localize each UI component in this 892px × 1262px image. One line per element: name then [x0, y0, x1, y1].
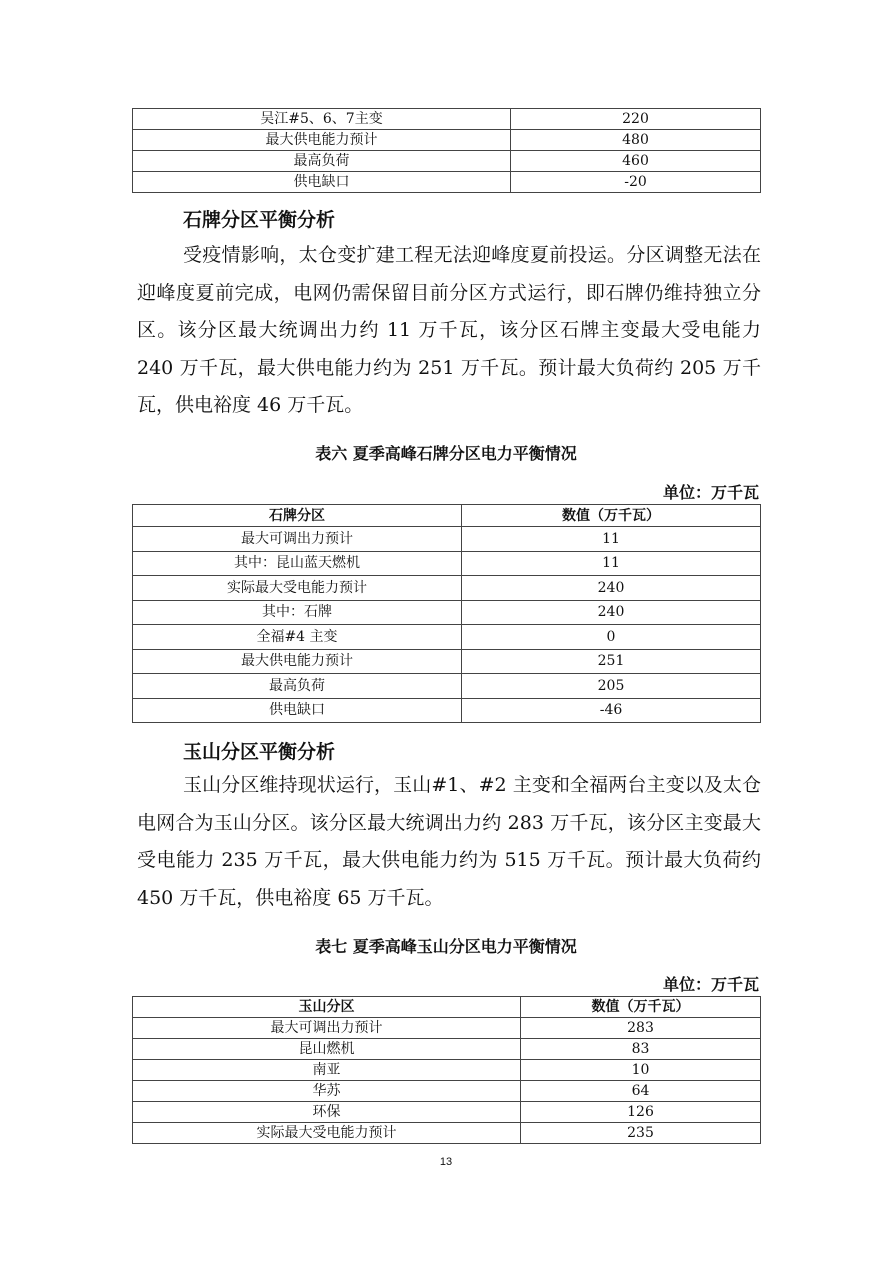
row-label: 环保	[133, 1102, 521, 1123]
row-label: 其中：昆山蓝天燃机	[133, 551, 462, 576]
column-header: 数值（万千瓦）	[521, 997, 761, 1018]
row-label: 全福#4 主变	[133, 625, 462, 650]
row-value: 480	[511, 130, 761, 151]
table-row	[133, 1081, 761, 1102]
table-row	[133, 1123, 761, 1144]
table-seven-caption: 表七 夏季高峰玉山分区电力平衡情况	[315, 937, 577, 956]
table-row	[133, 649, 761, 674]
table-row	[133, 109, 761, 130]
table-row	[133, 674, 761, 699]
table-seven-unit: 单位：万千瓦	[662, 975, 759, 994]
row-label: 最大可调出力预计	[133, 1018, 521, 1039]
section-paragraph-shipai: 受疫情影响，太仓变扩建工程无法迎峰度夏前投运。分区调整无法在迎峰度夏前完成，电网仍需保留目前分区方式运行，即石牌仍维持独立分区。该分区最大统调出力约 11 万千瓦，该分区石牌主变最大受电能力 240 万千瓦，最大供电能力约为 251 万千瓦。预计最大负荷约 205 万千瓦，供电裕度 46 万千瓦。	[137, 244, 761, 417]
table-six-unit: 单位：万千瓦	[662, 483, 759, 502]
table-row	[133, 625, 761, 650]
row-value: 460	[511, 151, 761, 172]
row-label: 供电缺口	[133, 698, 462, 723]
table-row	[133, 1060, 761, 1081]
row-value: 64	[521, 1081, 761, 1102]
row-value: 240	[462, 576, 761, 601]
row-label: 南亚	[133, 1060, 521, 1081]
table-six-caption: 表六 夏季高峰石牌分区电力平衡情况	[315, 444, 577, 463]
table-header-row	[133, 997, 761, 1018]
table-row	[133, 551, 761, 576]
row-value: 235	[521, 1123, 761, 1144]
row-value: -46	[462, 698, 761, 723]
table-top-continued	[132, 108, 761, 193]
table-header-row	[133, 505, 761, 527]
table-row	[133, 151, 761, 172]
table-row	[133, 576, 761, 601]
column-header: 石牌分区	[133, 505, 462, 527]
row-label: 最高负荷	[133, 674, 462, 699]
row-label: 实际最大受电能力预计	[133, 576, 462, 601]
page-number: 13	[439, 1156, 453, 1168]
table-row	[133, 527, 761, 552]
section-heading-yushan: 玉山分区平衡分析	[183, 741, 336, 763]
table-seven	[132, 996, 761, 1144]
table-row	[133, 130, 761, 151]
row-value: -20	[511, 172, 761, 193]
row-label: 最大供电能力预计	[133, 649, 462, 674]
row-value: 83	[521, 1039, 761, 1060]
section-paragraph-yushan: 玉山分区维持现状运行，玉山#1、#2 主变和全福两台主变以及太仓电网合为玉山分区。该分区最大统调出力约 283 万千瓦，该分区主变最大受电能力 235 万千瓦，最大供电能力约为 515 万千瓦。预计最大负荷约 450 万千瓦，供电裕度 65 万千瓦。	[137, 774, 761, 909]
row-label: 最大供电能力预计	[133, 130, 511, 151]
table-row	[133, 1102, 761, 1123]
row-value: 251	[462, 649, 761, 674]
table-row	[133, 1018, 761, 1039]
table-row	[133, 698, 761, 723]
column-header: 数值（万千瓦）	[462, 505, 761, 527]
row-value: 205	[462, 674, 761, 699]
row-value: 10	[521, 1060, 761, 1081]
table-row	[133, 600, 761, 625]
row-value: 220	[511, 109, 761, 130]
row-value: 126	[521, 1102, 761, 1123]
row-label: 华苏	[133, 1081, 521, 1102]
row-label: 最大可调出力预计	[133, 527, 462, 552]
row-value: 240	[462, 600, 761, 625]
table-row	[133, 172, 761, 193]
row-value: 11	[462, 551, 761, 576]
row-label: 吴江#5、6、7主变	[133, 109, 511, 130]
table-row	[133, 1039, 761, 1060]
row-label: 其中：石牌	[133, 600, 462, 625]
row-value: 0	[462, 625, 761, 650]
table-six	[132, 504, 761, 723]
row-value: 11	[462, 527, 761, 552]
row-label: 实际最大受电能力预计	[133, 1123, 521, 1144]
row-label: 供电缺口	[133, 172, 511, 193]
row-value: 283	[521, 1018, 761, 1039]
row-label: 最高负荷	[133, 151, 511, 172]
row-label: 昆山燃机	[133, 1039, 521, 1060]
section-heading-shipai: 石牌分区平衡分析	[183, 209, 336, 231]
column-header: 玉山分区	[133, 997, 521, 1018]
